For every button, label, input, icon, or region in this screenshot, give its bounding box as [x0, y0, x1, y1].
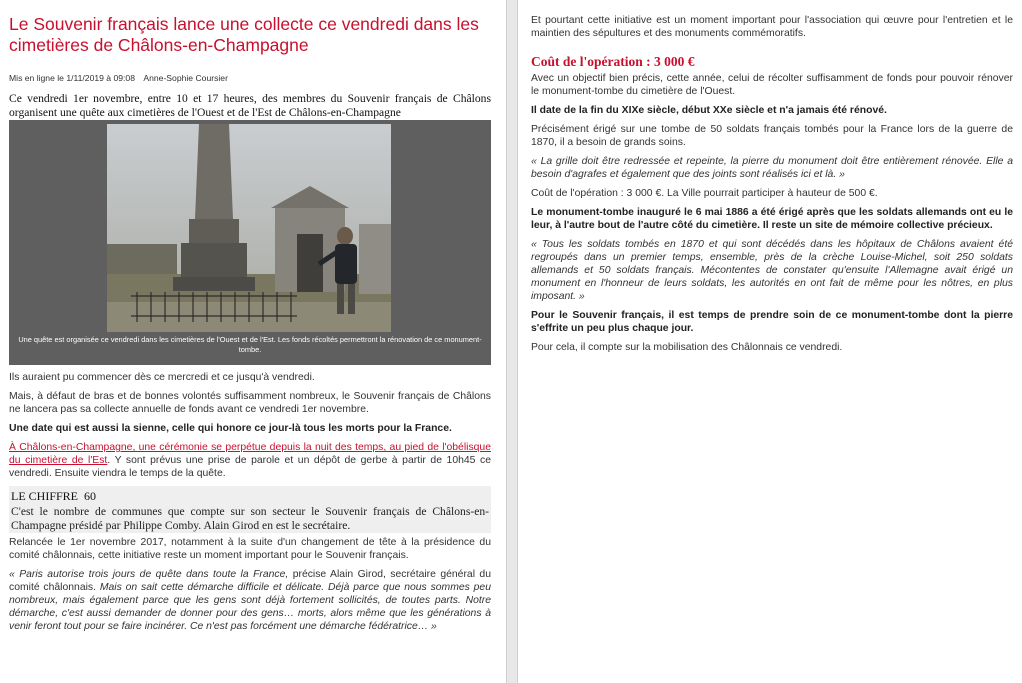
section-subheading: Coût de l'opération : 3 000 € [531, 54, 695, 69]
paragraph-text: . Y sont prévus une prise de parole et un dépôt de gerbe à partir de 10h45 ce vendredi. Ensuite viendra le temps de la quête. [9, 455, 492, 479]
paragraph: Ils auraient pu commencer dès ce mercredi et ce jusqu'à vendredi. [9, 372, 315, 383]
key-figure-heading [11, 488, 489, 504]
paragraph: Coût de l'opération : 3 000 €. La Ville pourrait participer à hauteur de 500 €. [531, 188, 878, 199]
cemetery-illustration [107, 124, 391, 332]
highlight-paragraph: Une date qui est aussi la sienne, celle qui honore ce jour-là tous les morts pour la France. [9, 423, 452, 434]
quote-paragraph [9, 568, 491, 633]
paragraph: Et pourtant cette initiative est un moment important pour l'association qui œuvre pour l'entretien et le maintien des sépultures et des monuments commémoratifs. [531, 15, 1013, 39]
key-figure-value: 60 [84, 489, 97, 503]
right-column [531, 14, 1013, 354]
photo-caption: Une quête est organisée ce vendredi dans les cimetières de l'Ouest et de l'Est. Les fonds récoltés permettront la rénovation de ce monument-tombe. [18, 335, 482, 354]
quote-attribution: précise Alain Girod, secrétaire général du comité châlonnais. [9, 569, 491, 593]
quote-paragraph: « La grille doit être redressée et repeinte, la pierre du monument doit être entièrement rénovée. Elle a besoin d'agrafes et également que des joints sont réalisés ici et là. » [531, 156, 1013, 180]
paragraph: Relancée le 1er novembre 2017, notamment à la suite d'un changement de tête à la présidence du comité châlonnais, cette initiative reste un moment important pour le Souvenir français. [9, 537, 491, 561]
highlight-paragraph: Le monument-tombe inauguré le 6 mai 1886 a été érigé après que les soldats allemands ont eu le leur, à l'autre bout de l'autre côté du cimetière. Il reste un site de mémoire collective précieux. [531, 207, 1013, 231]
photo-frame [9, 120, 491, 365]
column-divider [506, 0, 518, 683]
publish-date: Mis en ligne le 1/11/2019 à 09:08 [9, 73, 135, 83]
paragraph: Avec un objectif bien précis, cette année, celui de récolter suffisamment de fonds pour pouvoir rénover le monument-tombe du cimetière de l'Ouest. [531, 73, 1013, 97]
highlight-paragraph: Pour le Souvenir français, il est temps de prendre soin de ce monument-tombe dont la pierre s'effrite un peu plus chaque jour. [531, 310, 1013, 334]
key-figure-label: LE CHIFFRE [11, 489, 79, 503]
article-meta [9, 73, 491, 83]
ceremony-link[interactable]: À Châlons-en-Champagne, une cérémonie se perpétue depuis la nuit des temps, au pied de l'obélisque du cimetière de l'Est [9, 442, 491, 466]
highlight-paragraph: Il date de la fin du XIXe siècle, début XXe siècle et n'a jamais été rénové. [531, 105, 887, 116]
paragraph: Mais, à défaut de bras et de bonnes volontés suffisamment nombreux, le Souvenir français de Châlons ne lancera pas sa collecte annuelle de fonds avant ce vendredi 1er novembre. [9, 391, 491, 415]
paragraph-with-link [9, 441, 491, 480]
quote-text: Mais on sait cette démarche difficile et délicate. Déjà parce que nous sommes peu nombreux, mais également parce que les gens sont déjà fortement sollicités, de toutes parts. Notre démarche, c'est aussi demander de donner pour des gens… morts, alors même que les générations à venir feront tout pour se faire incinérer. Ce n'est pas forcément une démarche fédératrice… » [9, 582, 491, 632]
author-name: Anne-Sophie Coursier [143, 73, 228, 83]
quote-text: « Paris autorise trois jours de quête dans toute la France, [9, 569, 289, 580]
left-column [9, 14, 491, 633]
quote-paragraph: « Tous les soldats tombés en 1870 et qui sont décédés dans les hôpitaux de Châlons avaient été regroupés dans un premier temps, ensemble, près de la crèche Louise-Michel, soit 250 soldats allemands et 50 soldats français. Mécontentes de constater qu'ensuite l'Allemagne avait érigé un monument en l'honneur de leurs soldats, les autorités en ont fait de même pour les nôtres, en plus imposant. » [531, 239, 1013, 302]
key-figure-box [9, 486, 491, 505]
paragraph: Pour cela, il compte sur la mobilisation des Châlonnais ce vendredi. [531, 342, 843, 353]
cemetery-photo [107, 124, 391, 332]
article-title: Le Souvenir français lance une collecte ce vendredi dans les cimetières de Châlons-en-Champagne [9, 14, 479, 55]
paragraph: Précisément érigé sur une tombe de 50 soldats français tombés pour la France lors de la guerre de 1870, il a besoin de grands soins. [531, 124, 1013, 148]
article-lead: Ce vendredi 1er novembre, entre 10 et 17 heures, des membres du Souvenir français de Châlons organisent une quête aux cimetières de l'Ouest et de l'Est de Châlons-en-Champagne [9, 92, 491, 119]
key-figure-text: C'est le nombre de communes que compte sur son secteur le Souvenir français de Châlons-en-Champagne présidé par Philippe Comby. Alain Girod en est le secrétaire. [11, 505, 489, 532]
